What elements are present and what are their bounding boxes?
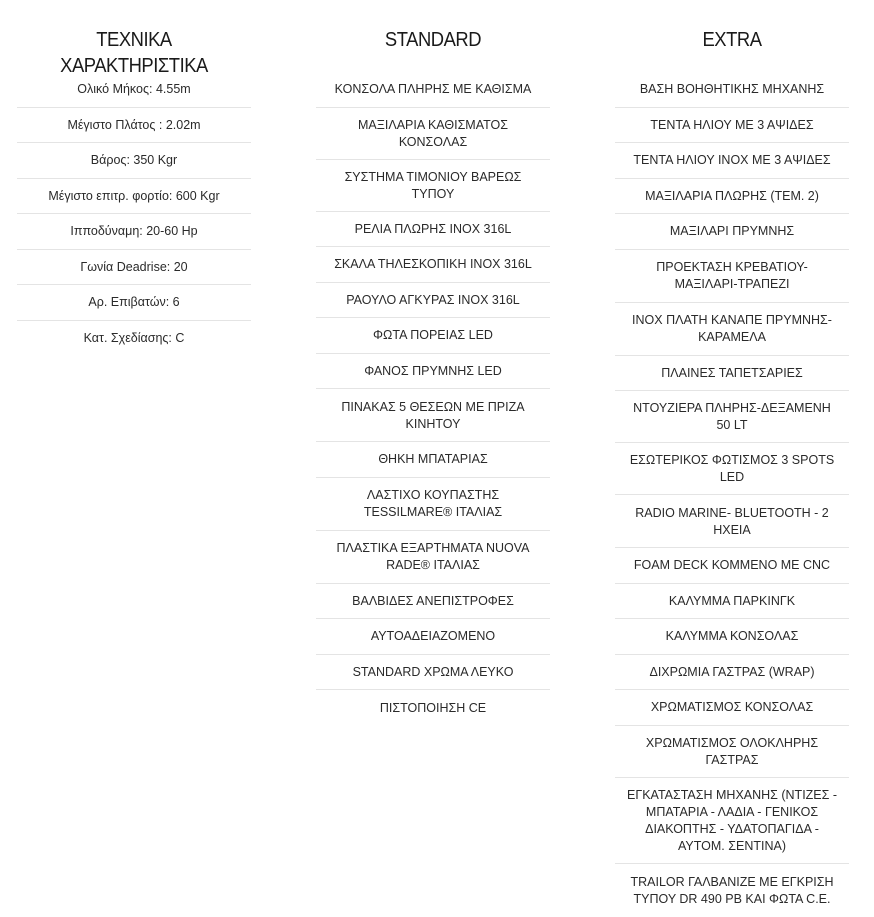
list-item: ΕΓΚΑΤΑΣΤΑΣΗ ΜΗΧΑΝΗΣ (ΝΤΙΖΕΣ - ΜΠΑΤΑΡΙΑ - ΛΑΔΙΑ - ΓΕΝΙΚΟΣ ΔΙΑΚΟΠΤΗΣ - ΥΔΑΤΟΠΑΓΙΔΑ - ΑΥΤΟΜ. ΣΕΝΤΙΝΑ) xyxy=(615,778,849,864)
list-item: Ιπποδύναμη: 20-60 Hp xyxy=(17,214,251,250)
list-item: ΠΛΑΙΝΕΣ ΤΑΠΕΤΣΑΡΙΕΣ xyxy=(615,356,849,392)
list-item: Γωνία Deadrise: 20 xyxy=(17,250,251,286)
list-item: Αρ. Επιβατών: 6 xyxy=(17,285,251,321)
list-item: Μέγιστο επιτρ. φορτίο: 600 Kgr xyxy=(17,179,251,215)
list-item: ΒΑΛΒΙΔΕΣ ΑΝΕΠΙΣΤΡΟΦΕΣ xyxy=(316,584,550,620)
standard-list xyxy=(316,72,550,726)
extra-column xyxy=(615,0,849,917)
list-item: RADIO MARINE- BLUETOOTH - 2 ΗΧΕΙΑ xyxy=(615,495,849,548)
list-item: ΡΕΛΙΑ ΠΛΩΡΗΣ INOX 316L xyxy=(316,212,550,248)
list-item: ΕΣΩΤΕΡΙΚΟΣ ΦΩΤΙΣΜΟΣ 3 SPOTS LED xyxy=(615,443,849,495)
list-item: Βάρος: 350 Kgr xyxy=(17,143,251,179)
list-item: Ολικό Μήκος: 4.55m xyxy=(17,72,251,108)
list-item: Μέγιστο Πλάτος : 2.02m xyxy=(17,108,251,144)
list-item: ΤΕΝΤΑ ΗΛΙΟΥ INOX ΜΕ 3 ΑΨΙΔΕΣ xyxy=(615,143,849,179)
list-item: ΦΩΤΑ ΠΟΡΕΙΑΣ LED xyxy=(316,318,550,354)
list-item: ΧΡΩΜΑΤΙΣΜΟΣ ΚΟΝΣΟΛΑΣ xyxy=(615,690,849,726)
list-item: ΜΑΞΙΛΑΡΙΑ ΚΑΘΙΣΜΑΤΟΣ ΚΟΝΣΟΛΑΣ xyxy=(316,108,550,160)
list-item: ΚΟΝΣΟΛΑ ΠΛΗΡΗΣ ΜΕ ΚΑΘΙΣΜΑ xyxy=(316,72,550,108)
list-item: ΜΑΞΙΛΑΡΙ ΠΡΥΜΝΗΣ xyxy=(615,214,849,250)
list-item: ΠΡΟΕΚΤΑΣΗ ΚΡΕΒΑΤΙΟΥ-ΜΑΞΙΛΑΡΙ-ΤΡΑΠΕΖΙ xyxy=(615,250,849,303)
standard-title: STANDARD xyxy=(384,29,482,51)
list-item: ΔΙΧΡΩΜΙΑ ΓΑΣΤΡΑΣ (WRAP) xyxy=(615,655,849,691)
list-item: ΘΗΚΗ ΜΠΑΤΑΡΙΑΣ xyxy=(316,442,550,478)
list-item: ΚΑΛΥΜΜΑ ΠΑΡΚΙΝΓΚ xyxy=(615,584,849,620)
list-item: INOX ΠΛΑΤΗ ΚΑΝΑΠΕ ΠΡΥΜΝΗΣ-ΚΑΡΑΜΕΛΑ xyxy=(615,303,849,356)
list-item: ΣΥΣΤΗΜΑ ΤΙΜΟΝΙΟΥ ΒΑΡΕΩΣ ΤΥΠΟΥ xyxy=(316,160,550,212)
standard-column xyxy=(316,0,550,726)
list-item: Κατ. Σχεδίασης: C xyxy=(83,331,185,346)
list-item: ΠΙΝΑΚΑΣ 5 ΘΕΣΕΩΝ ΜΕ ΠΡΙΖΑ ΚΙΝΗΤΟΥ xyxy=(316,389,550,442)
list-item: ΠΙΣΤΟΠΟΙΗΣΗ CE xyxy=(379,700,487,715)
list-item: ΦΑΝΟΣ ΠΡΥΜΝΗΣ LED xyxy=(316,354,550,390)
list-item: ΠΛΑΣΤΙΚΑ ΕΞΑΡΤΗΜΑΤΑ NUOVA RADE® ΙΤΑΛΙΑΣ xyxy=(316,531,550,584)
list-item: ΜΑΞΙΛΑΡΙΑ ΠΛΩΡΗΣ (ΤΕΜ. 2) xyxy=(615,179,849,215)
tech-specs-title: ΤΕΧΝΙΚΑ ΧΑΡΑΚΤΗΡΙΣΤΙΚΑ xyxy=(60,29,208,77)
list-item: ΤΕΝΤΑ ΗΛΙΟΥ ΜΕ 3 ΑΨΙΔΕΣ xyxy=(615,108,849,144)
extra-title: EXTRA xyxy=(702,29,762,51)
tech-specs-list xyxy=(17,72,251,356)
list-item: FOAM DECK ΚΟΜΜΕΝΟ ΜΕ CNC xyxy=(615,548,849,584)
list-item: TRAILOR ΓΑΛΒΑΝΙΖΕ ΜΕ ΕΓΚΡΙΣΗ ΤΥΠΟΥ DR 490 PB ΚΑΙ ΦΩΤΑ C.E. xyxy=(630,874,834,906)
list-item: ΧΡΩΜΑΤΙΣΜΟΣ ΟΛΟΚΛΗΡΗΣ ΓΑΣΤΡΑΣ xyxy=(615,726,849,778)
list-item: STANDARD ΧΡΩΜΑ ΛΕΥΚΟ xyxy=(316,655,550,691)
list-item: ΑΥΤΟΑΔΕΙΑΖΟΜΕΝΟ xyxy=(316,619,550,655)
tech-specs-column xyxy=(17,0,251,356)
list-item: ΡΑΟΥΛΟ ΑΓΚΥΡΑΣ INOX 316L xyxy=(316,283,550,319)
list-item: ΣΚΑΛΑ ΤΗΛΕΣΚΟΠΙΚΗ INOX 316L xyxy=(316,247,550,283)
extra-list xyxy=(615,72,849,917)
list-item: ΛΑΣΤΙΧΟ ΚΟΥΠΑΣΤΗΣ TESSILMARE® ΙΤΑΛΙΑΣ xyxy=(316,478,550,531)
list-item: ΝΤΟΥΖΙΕΡΑ ΠΛΗΡΗΣ-ΔΕΞΑΜΕΝΗ 50 LT xyxy=(615,391,849,443)
list-item: ΒΑΣΗ ΒΟΗΘΗΤΙΚΗΣ ΜΗΧΑΝΗΣ xyxy=(615,72,849,108)
list-item: ΚΑΛΥΜΜΑ ΚΟΝΣΟΛΑΣ xyxy=(615,619,849,655)
